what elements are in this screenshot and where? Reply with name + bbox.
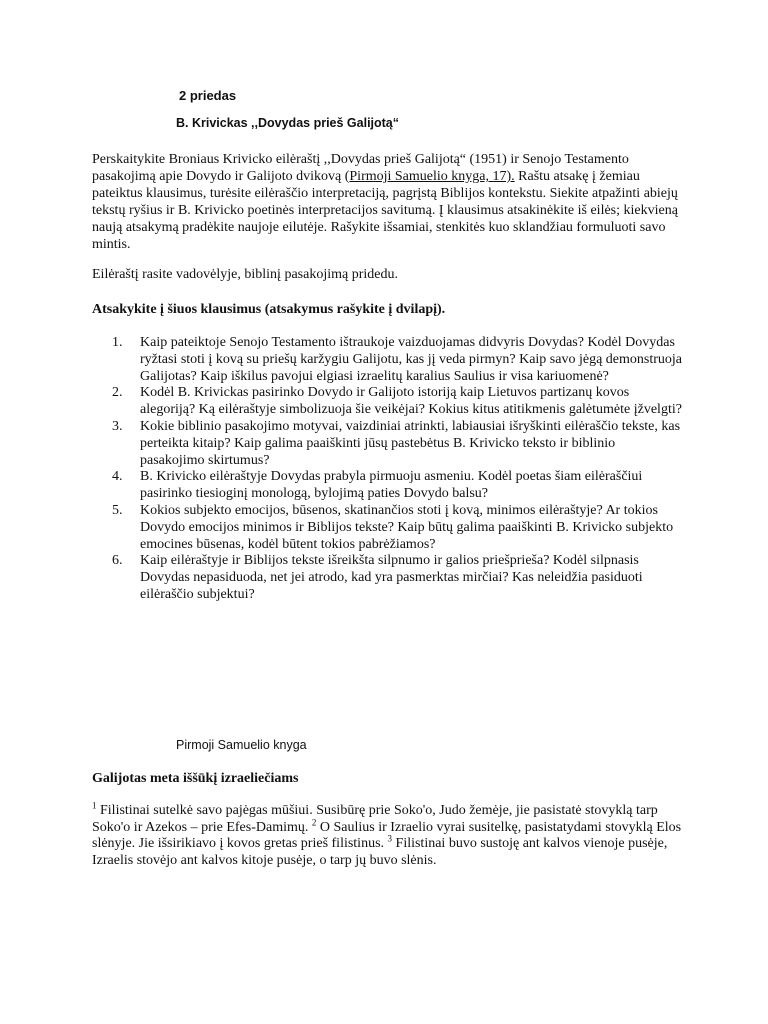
intro-text-part2: Raštu atsakę į žemiau pateiktus klausimus, turėsite eilėraščio interpretaciją, pagrįstą Biblijos kontekstu. Siekite atpažinti abiejų tekstų ryšius ir B. Krivicko poetinės interpretacijos savitumą. Į klausimus atsakinėkite iš eilės; kiekvieną naują atsakymą pradėkite naujoje eilutėje. Rašykite išsamiai, stenkitės kuo sklandžiau formuluoti savo mintis. (92, 169, 678, 252)
verse-text: O Saulius ir Izraelio vyrai susitelkę, pasistatydami stovyklą Elos slėnyje. Jie išsirikiavo į kovos gretas prieš filistinus. (92, 819, 682, 851)
question-text: Kaip eilėraštyje ir Biblijos tekste išreikšta silpnumo ir galios priešprieša? Kodėl silpnasis Dovydas nepasiduoda, net jei atrodo, kad yra pasmerktas mirčiai? Kas neleidžia pasiduoti eilėraščio subjektui? (140, 553, 643, 602)
verse-text: Filistinai sutelkė savo pajėgas mūšiui. Susibūrę prie Soko'o, Judo žemėje, jie pasistatė stovyklą tarp Soko'o ir Azekos – prie Efes-Damimų. (92, 803, 658, 835)
question-item (112, 503, 682, 553)
intro-text-part1: Perskaitykite Broniaus Krivicko eilėraštį ,,Dovydas prieš Galijotą“ (1951) ir Senojo Testamento pasakojimą apie Dovydo ir Galijoto dvikovą ( (92, 152, 629, 184)
question-item (112, 335, 682, 385)
questions-heading: Atsakykite į šiuos klausimus (atsakymus rašykite į dvilapį). (92, 302, 446, 317)
question-number: 1. (112, 335, 123, 350)
question-item (112, 419, 682, 469)
verse-number: 2 (311, 816, 317, 827)
question-number: 4. (112, 469, 123, 485)
question-number: 6. (112, 553, 123, 569)
verse-text: Filistinai buvo sustoję ant kalvos vienoje pusėje, Izraelis stovėjo ant kalvos kitoje pusėje, o tarp jų buvo slėnis. (92, 836, 668, 868)
question-item (112, 469, 682, 503)
question-text: B. Krivicko eilėraštyje Dovydas prabyla pirmuoju asmeniu. Kodėl poetas šiam eilėraščiui pasirinko tiesioginį monologą, bylojimą paties Dovydo balsu? (140, 469, 643, 502)
appendix-label: 2 priedas (179, 88, 237, 103)
question-item (112, 553, 682, 603)
question-number: 5. (112, 502, 123, 518)
intro-paragraph (92, 151, 682, 253)
verse-number: 3 (387, 833, 393, 844)
bible-reference-link[interactable]: Pirmoji Samuelio knyga, 17). (349, 169, 515, 184)
location-note: Eilėraštį rasite vadovėlyje, biblinį pasakojimą pridedu. (92, 267, 398, 282)
verse-number: 1 (92, 800, 97, 811)
question-text: Kodėl B. Krivickas pasirinko Dovydo ir Galijoto istoriją kaip Lietuvos partizanų kovos alegoriją? Ką eilėraštyje simbolizuoja šie veikėjai? Kokius kitus atitikmenis galėtumėte įžvelgti? (140, 385, 682, 418)
question-number: 2. (112, 385, 123, 401)
question-text: Kaip pateiktoje Senojo Testamento ištraukoje vaizduojamas didvyris Dovydas? Kodėl Dovydas ryžtasi stoti į kovą su priešų karžygiu Galijotu, kas jį veda pirmyn? Kaip savo jėgą demonstruoja Galijotas? Kaip iškilus pavojui elgiasi izraelitų karalius Saulius ir visa kariuomenė? (140, 335, 682, 384)
question-text: Kokios subjekto emocijos, būsenos, skatinančios stoti į kovą, minimos eilėraštyje? Ar tokios Dovydo emocijos minimos ir Biblijos tekste? Kaip būtų galima paaiškinti B. Krivicko subjekto emocines būsenas, kodėl būtent tokios pabrėžiamos? (140, 502, 674, 552)
source-label: Pirmoji Samuelio knyga (176, 738, 307, 752)
questions-list (112, 335, 682, 604)
bible-passage (92, 800, 682, 869)
question-number: 3. (112, 418, 123, 434)
question-item (112, 385, 682, 419)
question-text: Kokie biblinio pasakojimo motyvai, vaizdiniai atrinkti, labiausiai išryškinti eilėraščio tekste, kas perteikta kitaip? Kaip galima paaiškinti jūsų pastebėtus B. Krivicko teksto ir biblinio pasakojimo skirtumus? (140, 418, 681, 468)
section-heading: Galijotas meta iššūkį izraeliečiams (92, 771, 299, 786)
document-subtitle: B. Krivickas ,,Dovydas prieš Galijotą“ (176, 116, 400, 130)
